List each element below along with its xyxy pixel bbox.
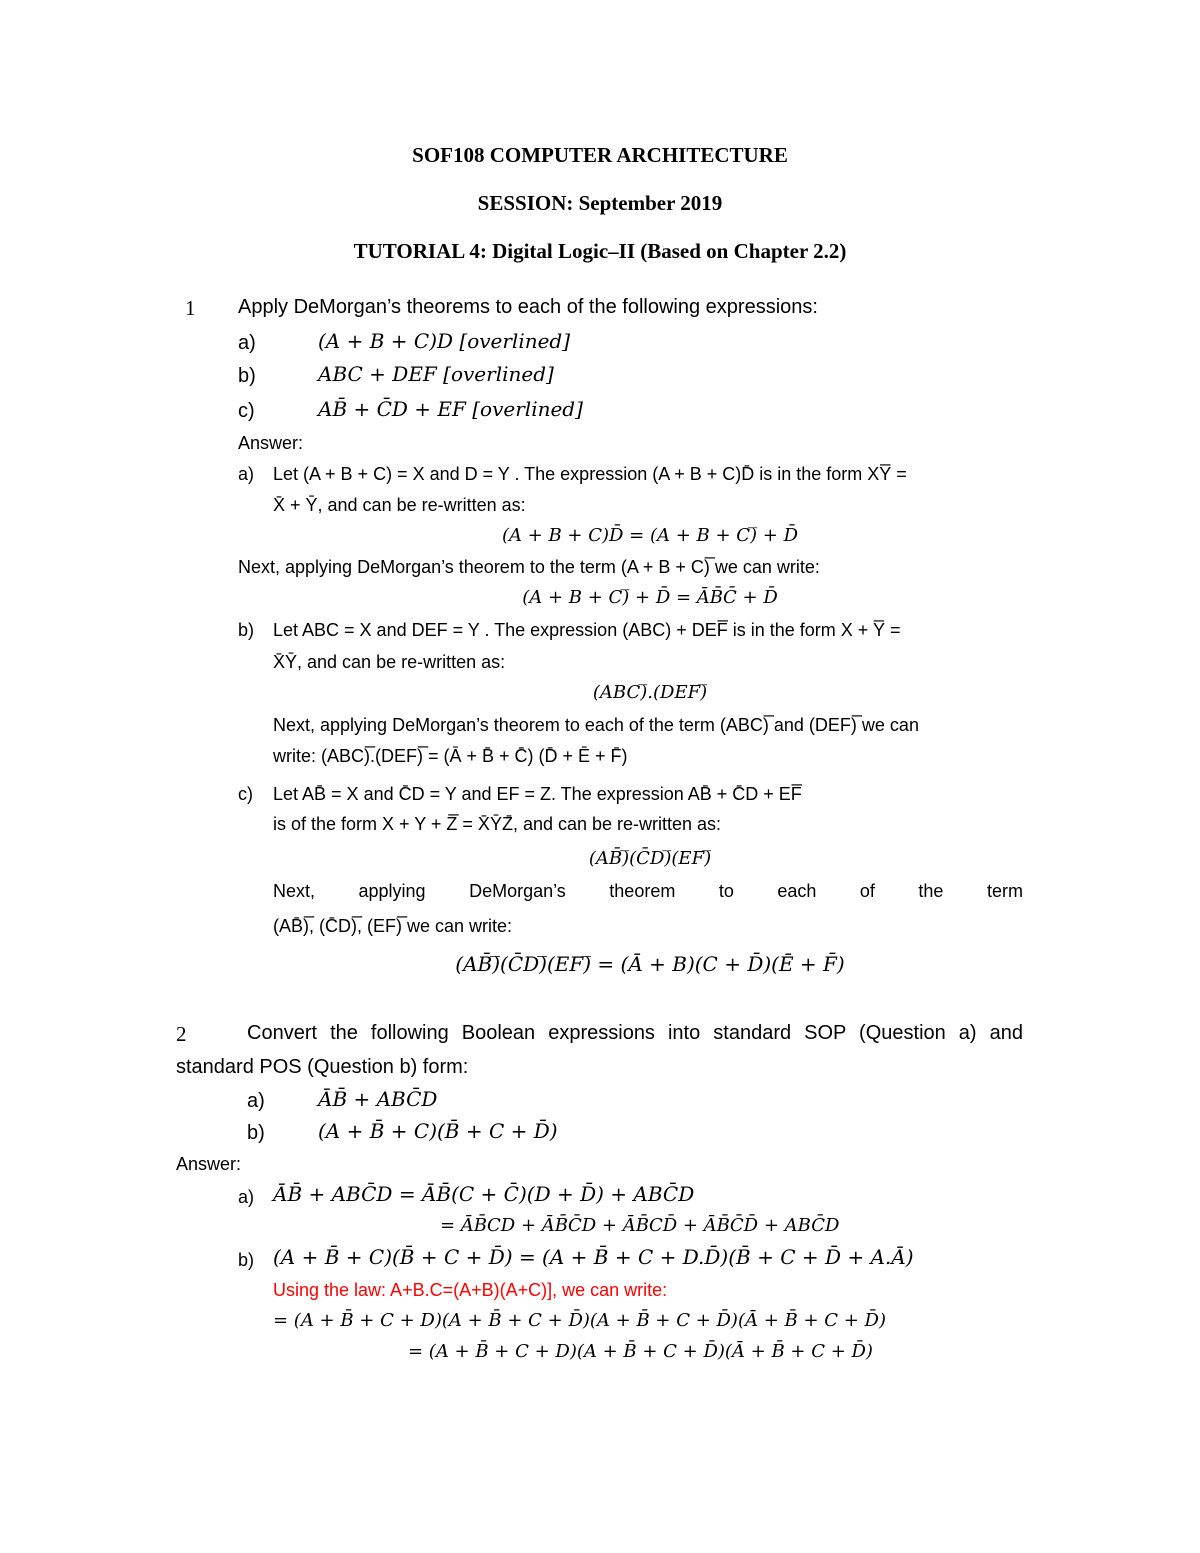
q1-ans-c-eq1: (AB̄)̅(C̄D)̅(EF)̅ <box>588 848 712 869</box>
q1-ans-b-next: Next, applying DeMorgan’s theorem to each of the term (ABC)̅ and (DEF)̅ we can <box>273 715 919 735</box>
word: the <box>918 881 944 901</box>
word: DeMorgan’s <box>469 881 566 901</box>
q2-prompt-line1: Convert the following Boolean expressions into standard SOP (Question a) and <box>247 1022 1023 1044</box>
q1-c-label: c) <box>238 400 255 422</box>
q2-number: 2 <box>176 1022 187 1046</box>
q2-b-label: b) <box>247 1122 265 1144</box>
q1-ans-a-next: Next, applying DeMorgan’s theorem to the term (A + B + C)̅ we can write: <box>238 557 820 577</box>
q1-ans-c-line1: Let AB̄ = X and C̄D = Y and EF = Z. The expression AB̄ + C̄D + EF̅ <box>273 784 802 804</box>
q1-ans-c-eq2: (AB̄)̅(C̄D)̅(EF)̅ = (Ā + B)(C + D̄)(Ē + F̄) <box>455 952 845 976</box>
q1-ans-c-next <box>273 881 1023 902</box>
course-title: SOF108 COMPUTER ARCHITECTURE <box>412 143 788 167</box>
tutorial-title: TUTORIAL 4: Digital Logic–II (Based on Chapter 2.2) <box>353 239 847 263</box>
q1-b-label: b) <box>238 365 256 387</box>
q2-b-expression: (A + B̄ + C)(B̄ + C + D̄) <box>318 1119 558 1143</box>
word: term <box>986 881 1023 901</box>
q2-answer-label: Answer: <box>176 1154 242 1174</box>
q1-ans-a-label: a) <box>238 464 255 484</box>
q2-a-label: a) <box>247 1090 265 1112</box>
word: applying <box>358 881 426 901</box>
q1-ans-b-line1: Let ABC = X and DEF = Y . The expression (ABC) + DEF̅ is in the form X + Y̅ = <box>273 620 901 640</box>
q2-ans-a-eq1: ĀB̄ + ABC̄D = ĀB̄(C + C̄)(D + D̄) + ABC̄D <box>273 1182 695 1206</box>
q1-ans-a-line2: X̄ + Ȳ, and can be re-written as: <box>273 495 526 515</box>
q1-ans-a-eq2: (A + B + C)̅ + D̄ = ĀB̄C̄ + D̄ <box>522 587 778 608</box>
word: each <box>777 881 817 901</box>
q1-ans-b-line2: X̄Ȳ, and can be re-written as: <box>273 652 506 672</box>
q1-a-expression: (A + B + C)D [overlined] <box>318 329 571 353</box>
session-title: SESSION: September 2019 <box>477 191 723 215</box>
q1-b-expression: ABC + DEF [overlined] <box>318 362 554 386</box>
q1-ans-a-line1: Let (A + B + C) = X and D = Y . The expression (A + B + C)D̄ is in the form XY̅ = <box>273 464 907 484</box>
q2-ans-a-eq2: = ĀB̄CD + ĀB̄C̄D + ĀB̄CD̄ + ĀB̄C̄D̄ + ABC̄D <box>440 1215 840 1236</box>
q1-ans-c-line2: is of the form X + Y + Z̅ = X̄ȲZ̄, and can be re-written as: <box>273 814 722 834</box>
q1-c-expression: AB̄ + C̄D + EF [overlined] <box>318 397 583 421</box>
word: to <box>718 881 734 901</box>
q2-ans-b-eq1: (A + B̄ + C)(B̄ + C + D̄) = (A + B̄ + C + D.D̄)(B̄ + C + D̄ + A.Ā) <box>273 1245 914 1269</box>
q1-answer-label: Answer: <box>238 433 304 453</box>
q2-ans-b-law: Using the law: A+B.C=(A+B)(A+C)], we can write: <box>273 1280 668 1300</box>
q1-ans-b-write: write: (ABC)̅.(DEF)̅ = (Ā + B̄ + C̄) (D̄ + Ē + F̄) <box>273 746 628 766</box>
q1-a-label: a) <box>238 332 256 354</box>
q2-a-expression: ĀB̄ + ABC̄D <box>318 1087 438 1111</box>
word: Next, <box>273 881 316 901</box>
word: of <box>859 881 875 901</box>
q1-ans-c-terms: (AB̄)̅, (C̄D)̅, (EF)̅ we can write: <box>273 916 513 936</box>
q1-ans-c-label: c) <box>238 784 253 804</box>
q1-number: 1 <box>185 296 196 320</box>
q2-ans-b-label: b) <box>238 1250 255 1270</box>
q1-ans-b-eq1: (ABC)̅.(DEF)̅ <box>592 682 708 703</box>
q1-ans-a-eq1: (A + B + C)D̄ = (A + B + C)̅ + D̄ <box>501 525 799 546</box>
q2-ans-b-eq2: = (A + B̄ + C + D)(A + B̄ + C + D̄)(A + B̄ + C + D̄)(Ā + B̄ + C + D̄) <box>273 1310 887 1331</box>
q1-prompt: Apply DeMorgan’s theorems to each of the following expressions: <box>238 296 818 318</box>
q2-ans-a-label: a) <box>238 1187 255 1207</box>
word: theorem <box>609 881 676 901</box>
q1-ans-b-label: b) <box>238 620 255 640</box>
q2-ans-b-eq3: = (A + B̄ + C + D)(A + B̄ + C + D̄)(Ā + B̄ + C + D̄) <box>408 1341 873 1362</box>
q2-prompt-line2: standard POS (Question b) form: <box>176 1056 469 1078</box>
